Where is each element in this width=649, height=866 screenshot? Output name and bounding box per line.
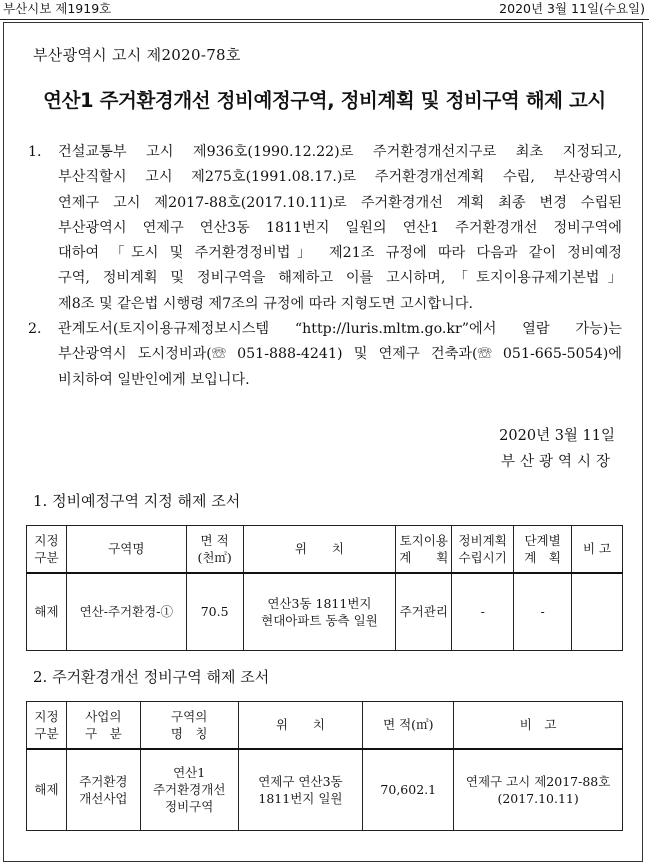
column-header: 위 치 bbox=[238, 702, 363, 749]
notice-item-line: 구역, 정비계획 및 정비구역을 해제하고 이를 고시하며,「토지이용규제기본법」 bbox=[58, 270, 622, 287]
notice-item bbox=[22, 317, 622, 393]
signer: 부산광역시장 bbox=[500, 454, 615, 470]
column-header: 구역의 명 칭 bbox=[140, 702, 238, 749]
column-header: 면 적 (천㎡) bbox=[186, 526, 243, 573]
notice-item-line: 비치하여 일반인에게 보입니다. bbox=[58, 371, 250, 388]
table-cell bbox=[572, 573, 623, 651]
table-cell: 70,602.1 bbox=[363, 749, 454, 831]
table-cell: 주거환경 개선사업 bbox=[66, 749, 140, 831]
column-header: 면 적(㎡) bbox=[363, 702, 454, 749]
table-cell: - bbox=[452, 573, 514, 651]
notice-item-line: 부산광역시 연제구 연산3동 1811번지 일원의 연산1 주거환경개선 정비구역에 bbox=[58, 219, 622, 236]
column-header: 정비계획 수립시기 bbox=[452, 526, 514, 573]
notice-item-line: 제8조 및 같은법 시행령 제7조의 규정에 따라 지형도면 고시합니다. bbox=[58, 295, 473, 312]
column-header: 지정 구분 bbox=[27, 702, 67, 749]
table-cell: 연산-주거환경-① bbox=[66, 573, 186, 651]
table-cell: - bbox=[514, 573, 572, 651]
page-title: 연산1 주거환경개선 정비예정구역, 정비계획 및 정비구역 해제 고시 bbox=[43, 89, 606, 112]
notice-item-number: 2. bbox=[28, 321, 42, 338]
table-row bbox=[27, 749, 623, 831]
notice-number: 부산광역시 고시 제2020-78호 bbox=[33, 46, 241, 64]
column-header: 위 치 bbox=[243, 526, 396, 573]
notice-item-line: 대하여 「도시 및 주거환경정비법」 제21조 규정에 따라 다음과 같이 정비예정 bbox=[58, 245, 622, 262]
column-header: 비 고 bbox=[454, 702, 623, 749]
table-cell: 주거관리 bbox=[396, 573, 452, 651]
notice-item-line: 관계도서(토지이용규제정보시스템 “http://luris.mltm.go.kr”에서 열람 가능)는 bbox=[58, 321, 622, 338]
section1-title: 1. 정비예정구역 지정 해제 조서 bbox=[33, 492, 241, 510]
table-cell: 연제구 고시 제2017-88호 (2017.10.11) bbox=[454, 749, 623, 831]
notice-item-line: 건설교통부 고시 제936호(1990.12.22)로 주거환경개선지구로 최초 지정되고, bbox=[58, 144, 622, 160]
table-row bbox=[27, 573, 623, 651]
notice-item-line: 연제구 고시 제2017-88호(2017.10.11)로 주거환경개선 계획 최종 변경 수립된 bbox=[58, 194, 622, 211]
notice-item bbox=[22, 140, 622, 317]
section2-table bbox=[26, 701, 623, 831]
table-cell: 해제 bbox=[27, 749, 67, 831]
column-header: 비 고 bbox=[572, 526, 623, 573]
table-cell: 연산1 주거환경개선 정비구역 bbox=[140, 749, 238, 831]
table-cell: 연산3동 1811번지 현대아파트 동측 일원 bbox=[243, 573, 396, 651]
table-cell: 해제 bbox=[27, 573, 67, 651]
table-cell: 70.5 bbox=[186, 573, 243, 651]
header-divider bbox=[0, 19, 649, 20]
gazette-header bbox=[0, 0, 649, 18]
sign-date: 2020년 3월 11일 bbox=[499, 428, 615, 444]
column-header: 구역명 bbox=[66, 526, 186, 573]
notice-body bbox=[22, 140, 622, 393]
gazette-issue: 부산시보 제1919호 bbox=[3, 1, 112, 16]
notice-item-number: 1. bbox=[28, 144, 42, 160]
notice-item-line: 부산직할시 고시 제275호(1991.08.17.)로 주거환경개선계획 수립, 부산광역시 bbox=[58, 169, 622, 186]
column-header: 사업의 구 분 bbox=[66, 702, 140, 749]
column-header: 지정 구분 bbox=[27, 526, 67, 573]
table-header-row bbox=[27, 526, 623, 573]
gazette-date: 2020년 3월 11일(수요일) bbox=[499, 1, 645, 16]
section2-title: 2. 주거환경개선 정비구역 해제 조서 bbox=[33, 668, 270, 686]
column-header: 단계별 계 획 bbox=[514, 526, 572, 573]
column-header: 토지이용 계 획 bbox=[396, 526, 452, 573]
section1-table bbox=[26, 525, 623, 651]
table-cell: 연제구 연산3동 1811번지 일원 bbox=[238, 749, 363, 831]
notice-item-line: 부산광역시 도시정비과(☏ 051-888-4241) 및 연제구 건축과(☏ 051-665-5054)에 bbox=[58, 346, 622, 363]
table-header-row bbox=[27, 702, 623, 749]
